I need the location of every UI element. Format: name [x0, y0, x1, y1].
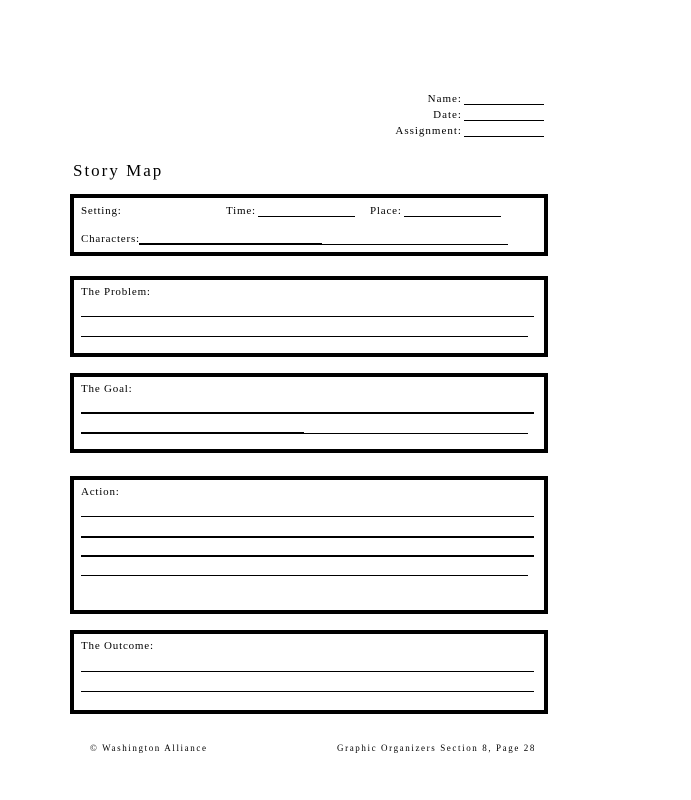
- assignment-label: Assignment:: [395, 125, 462, 137]
- date-line[interactable]: [464, 120, 544, 121]
- problem-line-2[interactable]: [81, 336, 528, 337]
- goal-label: The Goal:: [81, 383, 133, 395]
- problem-label: The Problem:: [81, 286, 151, 298]
- name-line[interactable]: [464, 104, 544, 105]
- name-field[interactable]: [360, 93, 550, 107]
- action-line-1[interactable]: [81, 516, 534, 517]
- goal-line-1[interactable]: [81, 412, 534, 414]
- goal-line-2-extension[interactable]: [304, 433, 528, 434]
- action-box: [70, 476, 548, 614]
- footer-copyright: © Washington Alliance: [90, 743, 208, 753]
- problem-box: [70, 276, 548, 357]
- outcome-label: The Outcome:: [81, 640, 154, 652]
- characters-line[interactable]: [139, 243, 322, 245]
- page-title: Story Map: [73, 161, 164, 180]
- name-label: Name:: [427, 93, 462, 105]
- date-label: Date:: [433, 109, 462, 121]
- action-line-4[interactable]: [81, 575, 528, 576]
- problem-line-1[interactable]: [81, 316, 534, 317]
- footer-page-info: Graphic Organizers Section 8, Page 28: [337, 743, 536, 753]
- goal-box: [70, 373, 548, 453]
- time-label: Time:: [226, 205, 256, 217]
- setting-box: [70, 194, 548, 256]
- date-field[interactable]: [360, 109, 550, 123]
- setting-label: Setting:: [81, 205, 122, 217]
- goal-line-2[interactable]: [81, 432, 304, 434]
- assignment-line[interactable]: [464, 136, 544, 137]
- action-line-3[interactable]: [81, 555, 534, 557]
- characters-line-extension[interactable]: [322, 244, 508, 245]
- assignment-field[interactable]: [360, 125, 550, 139]
- action-line-2[interactable]: [81, 536, 534, 538]
- place-label: Place:: [370, 205, 402, 217]
- outcome-line-2[interactable]: [81, 691, 534, 692]
- characters-label: Characters:: [81, 233, 140, 245]
- outcome-box: [70, 630, 548, 714]
- place-line[interactable]: [404, 216, 501, 217]
- time-line[interactable]: [258, 216, 355, 217]
- action-label: Action:: [81, 486, 120, 498]
- outcome-line-1[interactable]: [81, 671, 534, 672]
